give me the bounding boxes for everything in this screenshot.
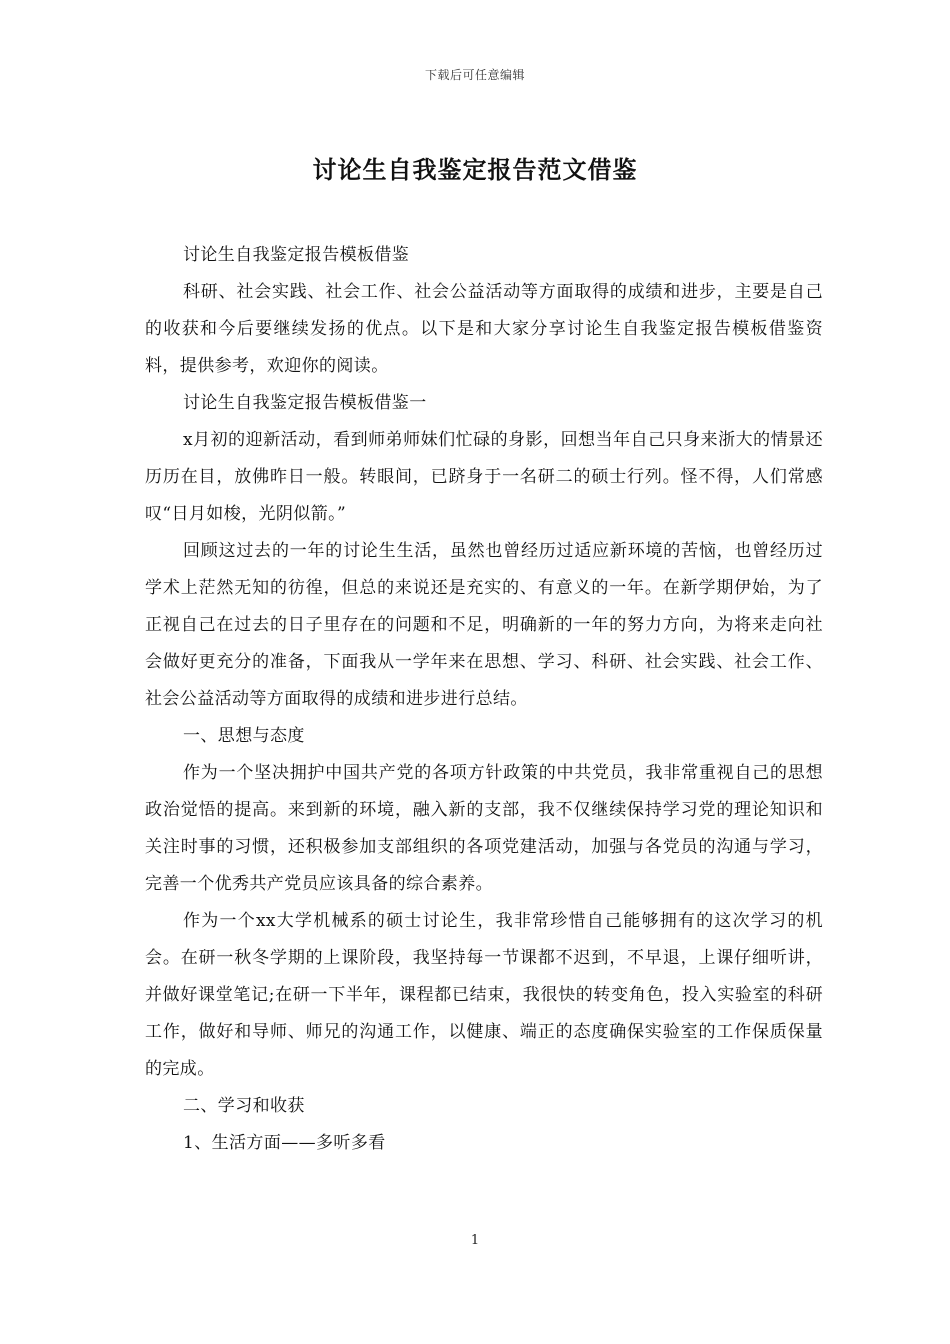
page-number: 1 <box>470 1233 480 1248</box>
paragraph-body: 作为一个xx大学机械系的硕士讨论生，我非常珍惜自己能够拥有的这次学习的机会。在研一秋冬学期的上课阶段，我坚持每一节课都不迟到，不早退，上课仔细听讲，并做好课堂笔记;在研一下半年，课程都已结束，我很快的转变角色，投入实验室的科研工作，做好和导师、师兄的沟通工作，以健康、端正的态度确保实验室的工作保质保量的完成。 <box>145 911 823 1079</box>
paragraph-subheading: 1、生活方面——多听多看 <box>183 1133 386 1153</box>
paragraph-subtitle: 讨论生自我鉴定报告模板借鉴 <box>183 245 410 265</box>
paragraph-body: 回顾这过去的一年的讨论生生活，虽然也曾经历过适应新环境的苦恼，也曾经历过学术上茫然无知的彷徨，但总的来说还是充实的、有意义的一年。在新学期伊始，为了正视自己在过去的日子里存在的问题和不足，明确新的一年的努力方向，为将来走向社会做好更充分的准备，下面我从一学年来在思想、学习、科研、社会实践、社会工作、社会公益活动等方面取得的成绩和进步进行总结。 <box>145 541 823 709</box>
document-body <box>145 237 823 1162</box>
paragraph-heading-1: 一、思想与态度 <box>183 726 305 746</box>
paragraph-section-heading: 讨论生自我鉴定报告模板借鉴一 <box>183 393 427 413</box>
paragraph-body: x月初的迎新活动，看到师弟师妹们忙碌的身影，回想当年自己只身来浙大的情景还历历在目，放佛昨日一般。转眼间，已跻身于一名研二的硕士行列。怪不得，人们常感叹“日月如梭，光阴似箭。” <box>145 430 823 524</box>
document-title: 讨论生自我鉴定报告范文借鉴 <box>312 155 638 184</box>
header-note: 下载后可任意编辑 <box>424 68 525 82</box>
paragraph-intro: 科研、社会实践、社会工作、社会公益活动等方面取得的成绩和进步，主要是自己的收获和今后要继续发扬的优点。以下是和大家分享讨论生自我鉴定报告模板借鉴资料，提供参考，欢迎你的阅读。 <box>145 282 823 376</box>
paragraph-heading-2: 二、学习和收获 <box>183 1096 305 1116</box>
paragraph-body: 作为一个坚决拥护中国共产党的各项方针政策的中共党员，我非常重视自己的思想政治觉悟的提高。来到新的环境，融入新的支部，我不仅继续保持学习党的理论知识和关注时事的习惯，还积极参加支部组织的各项党建活动，加强与各党员的沟通与学习，完善一个优秀共产党员应该具备的综合素养。 <box>145 763 823 894</box>
